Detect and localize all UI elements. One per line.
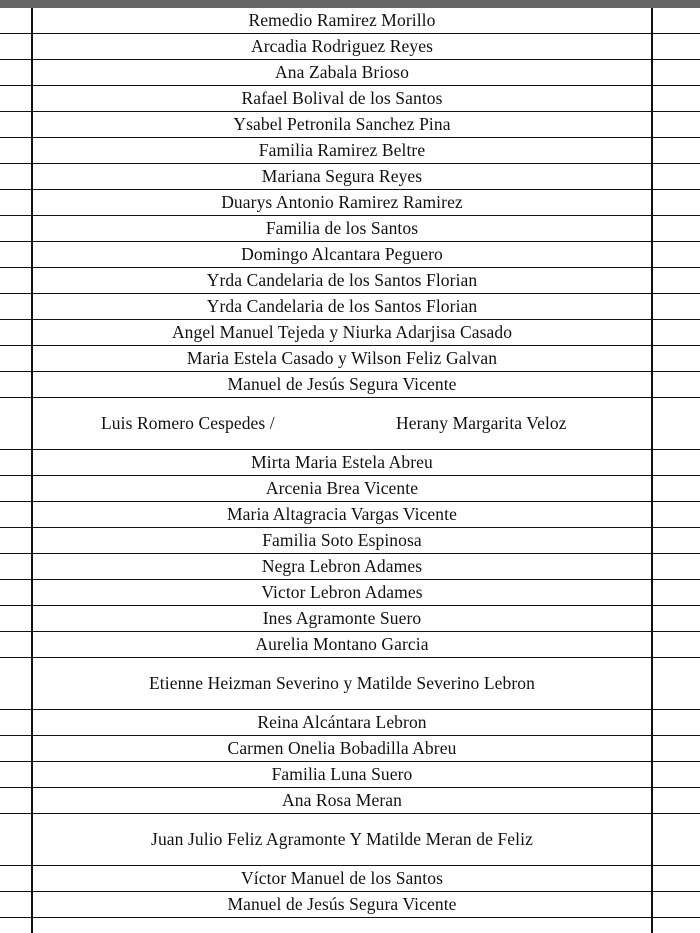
name-cell: Victor Lebron Adames <box>261 581 423 602</box>
name-cell: Carmen Onelia Bobadilla Abreu <box>227 737 457 758</box>
table-left-border <box>31 8 33 933</box>
table-row <box>0 528 700 554</box>
table-row <box>0 762 700 788</box>
name-cell: Familia Soto Espinosa <box>262 529 422 550</box>
table-row <box>0 580 700 606</box>
name-cell: Maria Altagracia Vargas Vicente <box>227 503 457 524</box>
table-row <box>0 736 700 762</box>
name-cell: Manuel de Jesús Segura Vicente <box>227 373 457 394</box>
table-row <box>0 554 700 580</box>
name-cell: Negra Lebron Adames <box>261 555 423 576</box>
table-row <box>0 710 700 736</box>
name-cell: Mirta Maria Estela Abreu <box>251 451 433 472</box>
table-row <box>0 866 700 892</box>
name-cell: Rafael Bolival de los Santos <box>241 87 443 108</box>
name-cell: Ana Zabala Brioso <box>275 61 409 82</box>
name-cell: Yrda Candelaria de los Santos Florian <box>206 269 478 290</box>
name-cell: Arcadia Rodriguez Reyes <box>250 35 434 56</box>
table-right-border <box>651 8 653 933</box>
name-cell: Mariana Segura Reyes <box>261 165 423 186</box>
table-row <box>0 372 700 398</box>
table-row <box>0 502 700 528</box>
names-table <box>0 8 700 932</box>
name-cell: Aurelia Montano Garcia <box>255 633 429 654</box>
top-edge-bar <box>0 0 700 8</box>
table-row <box>0 450 700 476</box>
name-cell: Yrda Candelaria de los Santos Florian <box>206 295 478 316</box>
table-row <box>0 606 700 632</box>
name-cell: Ana Rosa Meran <box>282 789 402 810</box>
table-row <box>0 632 700 658</box>
name-cell: Remedio Ramirez Morillo <box>248 9 436 30</box>
table-row <box>0 164 700 190</box>
name-cell: Familia Ramirez Beltre <box>258 139 426 160</box>
table-row <box>0 476 700 502</box>
name-cell: Ines Agramonte Suero <box>262 607 422 628</box>
name-cell: Domingo Alcantara Peguero <box>241 243 443 264</box>
name-cell: Maria Estela Casado y Wilson Feliz Galvan <box>186 347 498 368</box>
name-cell-left: Luis Romero Cespedes / <box>101 412 275 433</box>
table-row <box>0 138 700 164</box>
table-row <box>0 60 700 86</box>
table-row <box>0 320 700 346</box>
table-row <box>0 242 700 268</box>
name-cell: Etienne Heizman Severino y Matilde Severino Lebron <box>149 672 535 693</box>
name-cell: Reina Alcántara Lebron <box>257 711 427 732</box>
name-cell: Víctor Manuel de los Santos <box>241 867 443 888</box>
table-row <box>0 788 700 814</box>
table-row <box>0 268 700 294</box>
name-cell: Ysabel Petronila Sanchez Pina <box>233 113 451 134</box>
table-row <box>0 892 700 918</box>
table-row <box>0 294 700 320</box>
name-cell: Arcenia Brea Vicente <box>265 477 419 498</box>
name-cell: Duarys Antonio Ramirez Ramirez <box>221 191 463 212</box>
table-row-empty <box>0 918 700 932</box>
table-row <box>0 112 700 138</box>
table-row <box>0 8 700 34</box>
name-cell: Manuel de Jesús Segura Vicente <box>227 893 457 914</box>
table-row <box>0 216 700 242</box>
name-cell: Angel Manuel Tejeda y Niurka Adarjisa Casado <box>171 321 513 342</box>
table-row <box>0 814 700 866</box>
name-cell: Juan Julio Feliz Agramonte Y Matilde Meran de Feliz <box>151 828 533 849</box>
table-row <box>0 190 700 216</box>
table-row <box>0 34 700 60</box>
name-cell: Familia Luna Suero <box>271 763 413 784</box>
table-row <box>0 658 700 710</box>
table-row <box>0 86 700 112</box>
name-cell-right: Herany Margarita Veloz <box>396 412 567 433</box>
table-row <box>0 398 700 450</box>
name-cell: Familia de los Santos <box>265 217 419 238</box>
table-row <box>0 346 700 372</box>
